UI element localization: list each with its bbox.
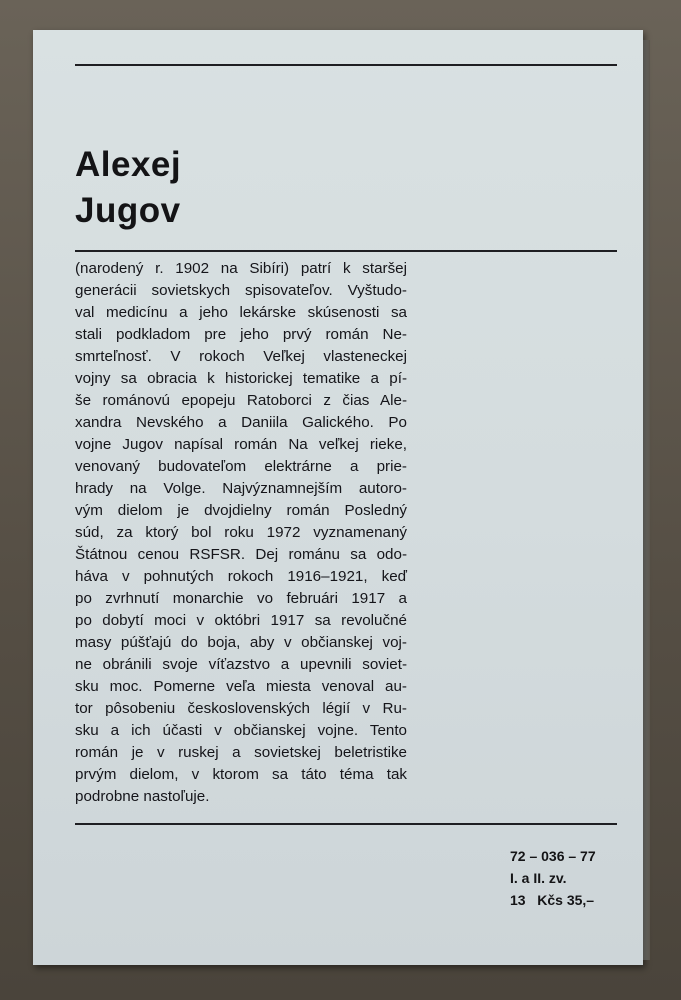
volume-info: I. a II. zv.: [510, 870, 567, 886]
author-last-name: Jugov: [75, 191, 181, 230]
author-rule: [75, 250, 617, 252]
bottom-rule: [75, 823, 617, 825]
biography-line: masy púšťajú do boja, aby v občianskej voj-: [75, 634, 407, 651]
edition-number: 13: [510, 892, 526, 908]
biography-line: smrteľnosť. V rokoch Veľkej vlasteneckej: [75, 348, 407, 365]
book-back-cover: [33, 30, 643, 965]
biography-line: vým dielom je dvojdielny román Posledný: [75, 502, 407, 519]
price: Kčs 35,–: [537, 892, 595, 908]
biography-line: po zvrhnutí monarchie vo februári 1917 a: [75, 590, 407, 607]
biography-line: sku moc. Pomerne veľa miesta venoval au-: [75, 678, 407, 695]
biography-line: háva v pohnutých rokoch 1916–1921, keď: [75, 568, 407, 585]
biography-line: xandra Nevského a Daniila Galického. Po: [75, 414, 407, 431]
publication-info: [510, 845, 596, 911]
biography-line: prvým dielom, v ktorom sa táto téma tak: [75, 766, 407, 783]
biography-line: generácii sovietskych spisovateľov. Vyštudo-: [75, 282, 407, 299]
author-first-name: Alexej: [75, 145, 182, 184]
biography-line: vojny sa obracia k historickej tematike a pí-: [75, 370, 407, 387]
biography-line: súd, za ktorý bol roku 1972 vyznamenaný: [75, 524, 407, 541]
biography-line: po dobytí moci v októbri 1917 sa revolučné: [75, 612, 407, 629]
biography-line: še románovú epopeju Ratoborci z čias Ale-: [75, 392, 407, 409]
author-name: [75, 142, 181, 234]
biography-line: hrady na Volge. Najvýznamnejším autoro-: [75, 480, 407, 497]
biography-line: tor pôsobeniu československých légií v Ru-: [75, 700, 407, 717]
biography-line: Štátnou cenou RSFSR. Dej románu sa odo-: [75, 546, 407, 563]
price-line: [510, 889, 596, 911]
biography-line: sku a ich účasti v občianskej vojne. Tento: [75, 722, 407, 739]
biography-line: ne obránili svoje víťazstvo a upevnili soviet-: [75, 656, 407, 673]
biography-line: podrobne nastoľuje.: [75, 788, 210, 805]
top-rule: [75, 64, 617, 66]
author-biography: [75, 258, 407, 808]
biography-line: vojne Jugov napísal román Na veľkej rieke,: [75, 436, 407, 453]
biography-line: venovaný budovateľom elektrárne a prie-: [75, 458, 407, 475]
biography-line: román je v ruskej a sovietskej beletristike: [75, 744, 407, 761]
biography-line: (narodený r. 1902 na Sibíri) patrí k staršej: [75, 260, 407, 277]
catalog-code: 72 – 036 – 77: [510, 848, 596, 864]
biography-line: stali podkladom pre jeho prvý román Ne-: [75, 326, 407, 343]
biography-line: val medicínu a jeho lekárske skúsenosti sa: [75, 304, 407, 321]
